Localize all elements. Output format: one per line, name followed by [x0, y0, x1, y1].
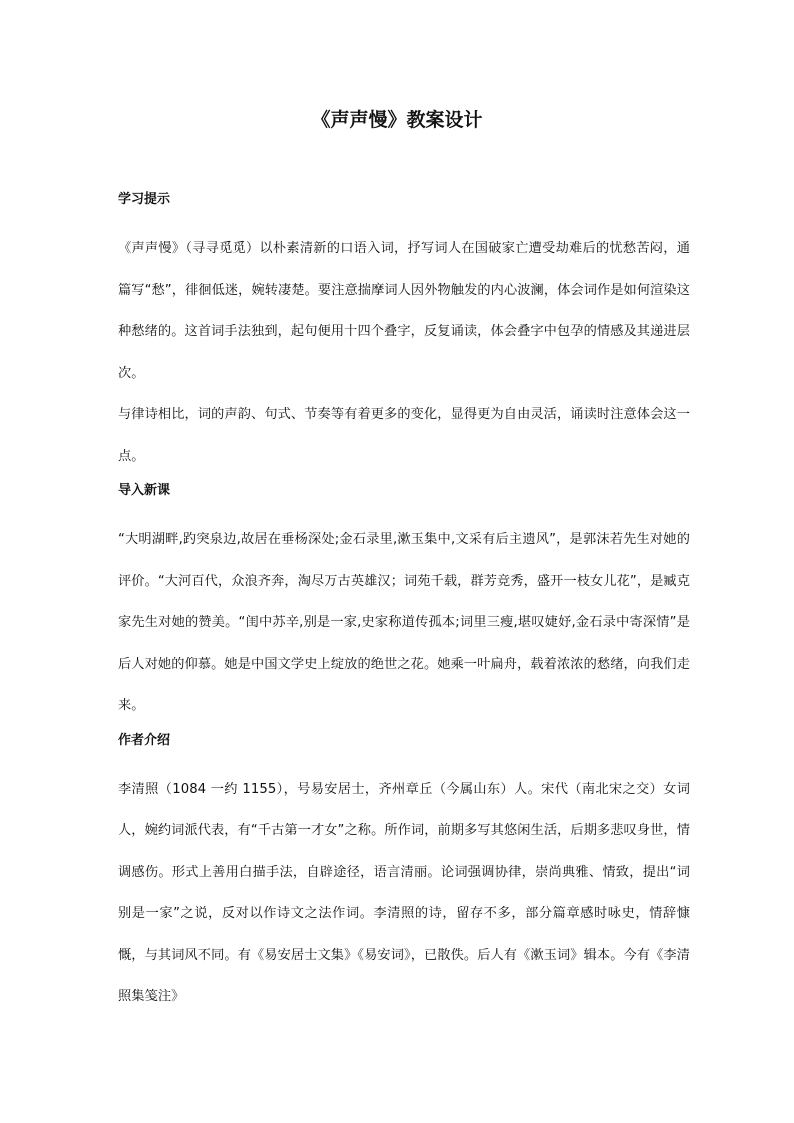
- section-paragraph: 《声声慢》（寻寻觅觅）以朴素清新的口语入词，抒写词人在国破家亡遭受劫难后的忧愁苦闷，通篇写“愁”，徘徊低迷，婉转凄楚。要注意揣摩词人因外物触发的内心波澜，体会词作是如何渲染这种愁绪的。这首词手法独到，起句便用十四个叠字，反复诵读，体会叠字中包孕的情感及其递进层次。: [118, 241, 690, 381]
- section-paragraph: 与律诗相比，词的声韵、句式、节奏等有着更多的变化，显得更为自由灵活，诵读时注意体会这一点。: [118, 407, 690, 464]
- document-title: 《声声慢》教案设计: [311, 109, 483, 131]
- section-heading-introduction: 导入新课: [118, 483, 171, 498]
- section-heading-author: 作者介绍: [118, 732, 171, 748]
- section-heading-study-tips: 学习提示: [118, 192, 171, 207]
- section-paragraph: “大明湖畔,趵突泉边,故居在垂杨深处;金石录里,漱玉集中,文采有后主遗风”，是郭沫若先生对她的评价。“大河百代，众浪齐奔，淘尽万古英雄汉；词苑千载，群芳竞秀，盛开一枝女儿花”，是臧克家先生对她的赞美。“闺中苏辛,别是一家,史家称道传孤本;词里三瘦,堪叹婕妤,金石录中寄深情”是后人对她的仰慕。她是中国文学史上绽放的绝世之花。她乘一叶扁舟，载着浓浓的愁绪，向我们走来。: [118, 532, 690, 713]
- section-paragraph: 李清照（1084 一约 1155），号易安居士，齐州章丘（今属山东）人。宋代（南北宋之交）女词人，婉约词派代表，有“千古第一才女”之称。所作词，前期多写其悠闲生活，后期多悲叹身世，情调感伤。形式上善用白描手法，自辟途径，语言清丽。论词强调协律，崇尚典雅、情致，提出“词别是一家”之说，反对以作诗文之法作词。李清照的诗，留存不多，部分篇章感时咏史，情辞慷慨，与其词风不同。有《易安居士文集》《易安词》，已散佚。后人有《漱玉词》辑本。今有《李清照集笺注》: [118, 781, 690, 1004]
- document-body: [118, 188, 690, 1018]
